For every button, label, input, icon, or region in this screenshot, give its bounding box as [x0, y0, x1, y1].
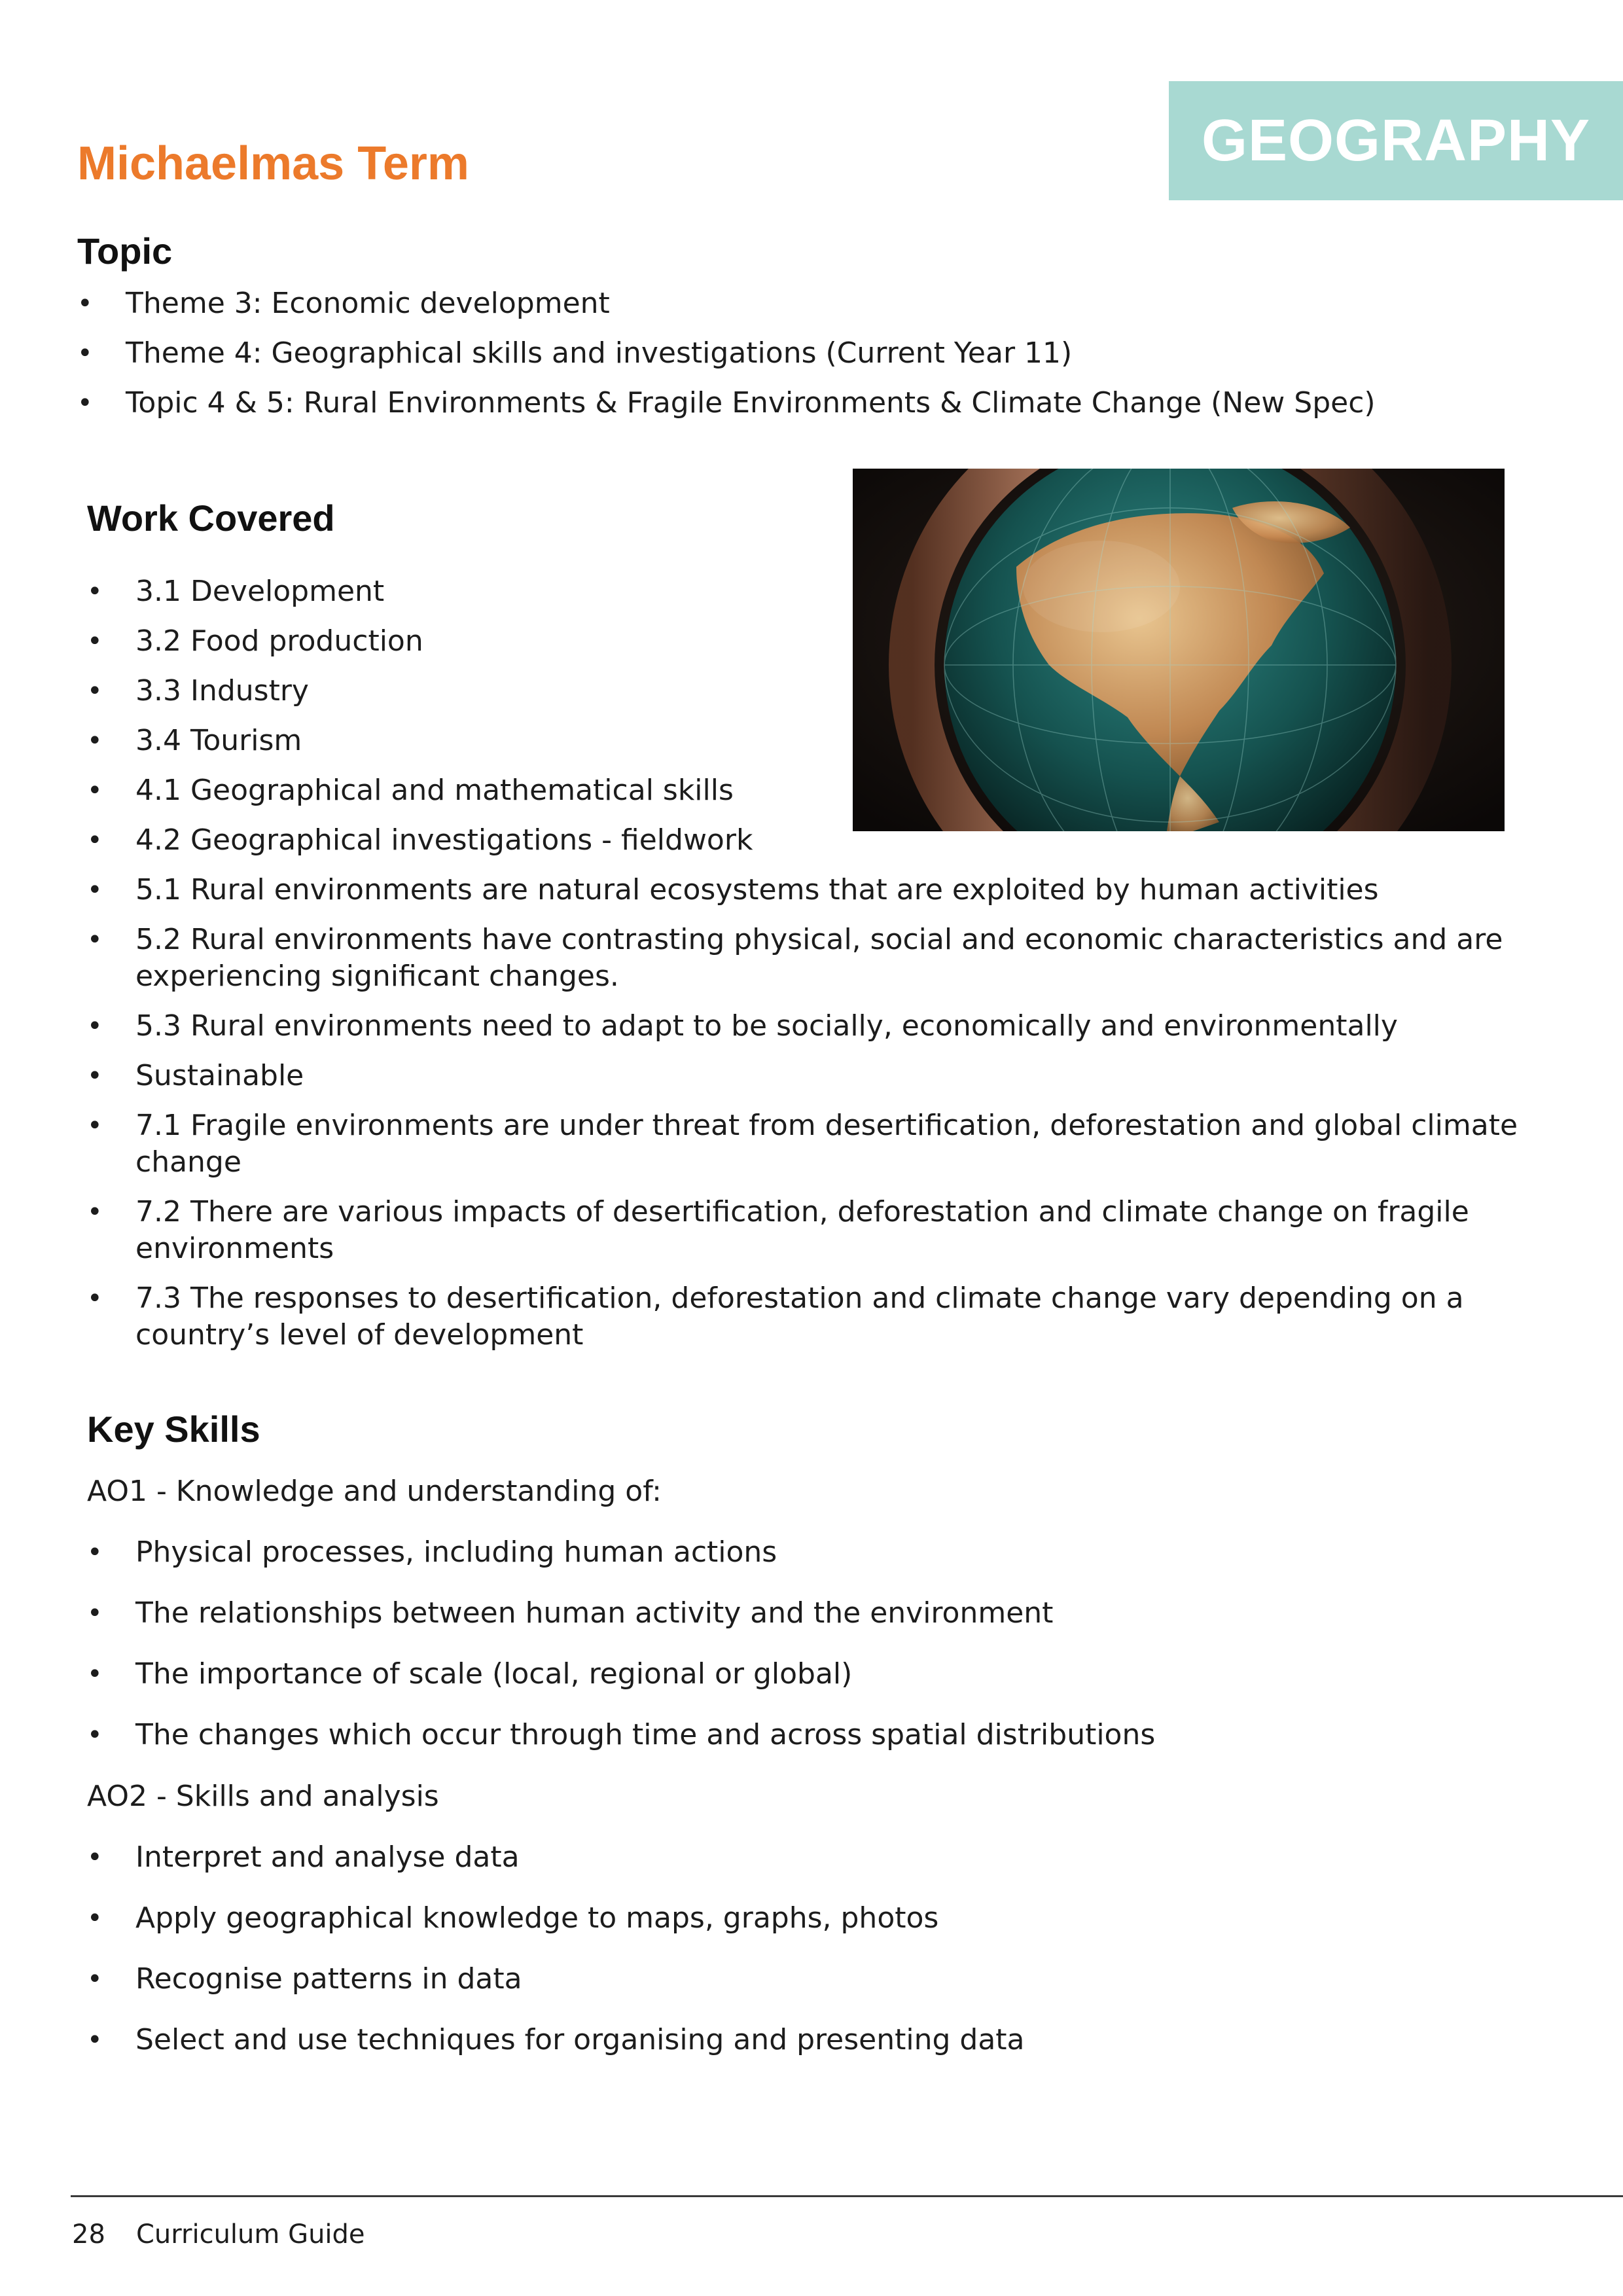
bullet-icon: • [87, 1537, 103, 1568]
footer-divider [71, 2195, 1623, 2197]
bullet-icon: • [87, 676, 103, 706]
bullet-icon: • [77, 338, 93, 368]
list-item [87, 1058, 1586, 1094]
list-item [87, 772, 855, 809]
list-item-text: Theme 3: Economic development [126, 287, 610, 320]
list-item [87, 1008, 1586, 1045]
bullet-icon: • [87, 1720, 103, 1750]
key-skills-heading: Key Skills [87, 1408, 260, 1450]
list-item-text: 3.1 Development [135, 575, 385, 608]
list-item-text: The importance of scale (local, regional or global) [135, 1657, 853, 1691]
list-item [87, 1717, 1527, 1753]
list-item-text: 5.3 Rural environments need to adapt to be socially, economically and environmentally [135, 1009, 1398, 1043]
list-item-text: The changes which occur through time and across spatial distributions [135, 1718, 1156, 1751]
list-item-text: 4.2 Geographical investigations - fieldwork [135, 823, 753, 857]
list-item [87, 1534, 1527, 1571]
list-item [77, 285, 1517, 322]
list-item-text: 7.3 The responses to desertification, deforestation and climate change vary depending on a country’s level of development [135, 1282, 1464, 1352]
list-item [87, 1595, 1527, 1632]
list-item-text: Sustainable [135, 1059, 304, 1092]
bullet-icon: • [87, 1964, 103, 1994]
ao2-list [87, 1839, 1527, 2083]
list-item [87, 1107, 1586, 1181]
bullet-icon: • [77, 289, 93, 319]
bullet-icon: • [87, 726, 103, 756]
work-covered-list [87, 573, 1586, 1367]
bullet-icon: • [87, 1011, 103, 1041]
list-item-text: Theme 4: Geographical skills and investigations (Current Year 11) [126, 336, 1073, 370]
subject-tab: GEOGRAPHY [1169, 81, 1623, 200]
ao1-label: AO1 - Knowledge and understanding of: [87, 1475, 662, 1508]
list-item-text: The relationships between human activity and the environment [135, 1596, 1054, 1630]
list-item-text: 4.1 Geographical and mathematical skills [135, 774, 734, 807]
list-item [77, 385, 1517, 422]
ao2-label: AO2 - Skills and analysis [87, 1780, 439, 1813]
ao1-list [87, 1534, 1527, 1778]
list-item-text: Apply geographical knowledge to maps, graphs, photos [135, 1901, 939, 1935]
list-item-text: Select and use techniques for organising and presenting data [135, 2023, 1025, 2056]
list-item-text: Recognise patterns in data [135, 1962, 522, 1996]
list-item [77, 335, 1517, 372]
list-item [87, 623, 855, 660]
list-item [87, 1839, 1527, 1876]
bullet-icon: • [87, 1061, 103, 1091]
list-item-text: Topic 4 & 5: Rural Environments & Fragile Environments & Climate Change (New Spec) [126, 386, 1376, 420]
list-item-text: 5.1 Rural environments are natural ecosystems that are exploited by human activities [135, 873, 1379, 906]
bullet-icon: • [87, 875, 103, 905]
list-item-text: 5.2 Rural environments have contrasting physical, social and economic characteristics and are experiencing significant changes. [135, 923, 1503, 993]
page-number: 28 [72, 2219, 105, 2250]
bullet-icon: • [87, 925, 103, 955]
list-item-text: Physical processes, including human actions [135, 1535, 777, 1569]
list-item [87, 673, 855, 709]
list-item [87, 723, 855, 759]
bullet-icon: • [87, 1197, 103, 1227]
bullet-icon: • [87, 1903, 103, 1933]
list-item [87, 1656, 1527, 1693]
bullet-icon: • [87, 1659, 103, 1689]
bullet-icon: • [87, 1598, 103, 1628]
list-item-text: 3.3 Industry [135, 674, 309, 708]
list-item [87, 1900, 1527, 1937]
bullet-icon: • [87, 1842, 103, 1873]
list-item [87, 573, 855, 610]
bullet-icon: • [87, 1283, 103, 1314]
list-item-text: 3.2 Food production [135, 624, 423, 658]
bullet-icon: • [87, 825, 103, 855]
list-item-text: Interpret and analyse data [135, 1840, 520, 1874]
list-item [87, 1194, 1586, 1267]
footer-title: Curriculum Guide [136, 2219, 365, 2250]
topic-heading: Topic [77, 230, 173, 272]
list-item-text: 7.2 There are various impacts of desertification, deforestation and climate change on fragile environments [135, 1195, 1469, 1265]
list-item-text: 3.4 Tourism [135, 724, 302, 757]
topic-list [77, 285, 1517, 435]
list-item [87, 822, 1586, 859]
list-item [87, 922, 1586, 995]
bullet-icon: • [87, 626, 103, 656]
bullet-icon: • [77, 388, 93, 418]
bullet-icon: • [87, 776, 103, 806]
list-item-text: 7.1 Fragile environments are under threat from desertification, deforestation and global climate change [135, 1109, 1518, 1179]
list-item [87, 1961, 1527, 1998]
list-item [87, 2022, 1527, 2058]
term-title: Michaelmas Term [77, 137, 469, 190]
bullet-icon: • [87, 577, 103, 607]
list-item [87, 1280, 1586, 1354]
list-item [87, 872, 1586, 908]
bullet-icon: • [87, 2025, 103, 2055]
work-covered-heading: Work Covered [87, 497, 335, 539]
bullet-icon: • [87, 1111, 103, 1141]
